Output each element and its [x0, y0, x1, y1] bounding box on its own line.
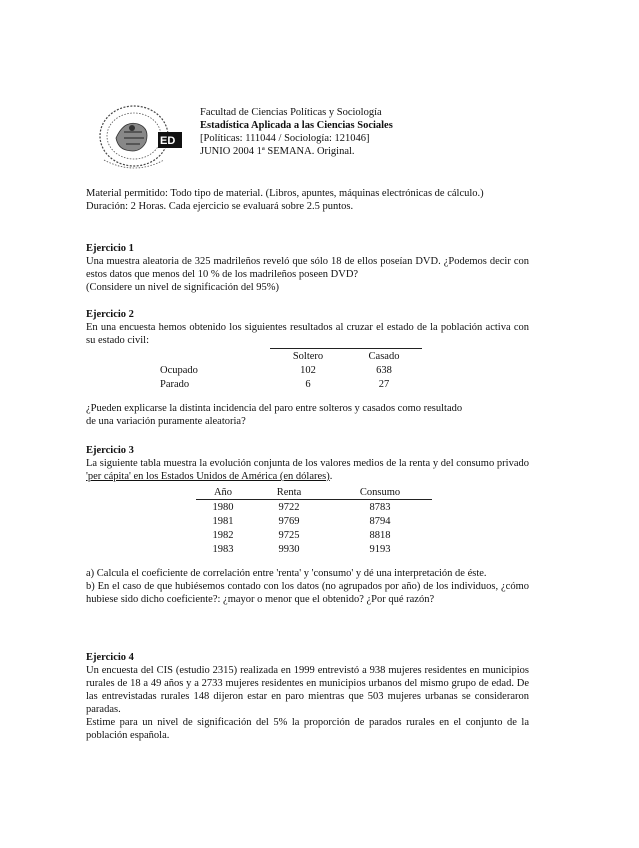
table-cell: 1981: [212, 515, 234, 527]
table-row: [160, 377, 422, 391]
row-label: Parado: [160, 378, 190, 390]
exam-header: [200, 106, 530, 158]
allowed-material: Material permitido: Todo tipo de material. (Libros, apuntes, máquinas electrónicas de cálculo.): [86, 188, 484, 199]
exercise-3: [86, 444, 529, 483]
table-cell: 9769: [278, 515, 300, 527]
course-codes: [Políticas: 111044 / Sociología: 121046]: [200, 133, 370, 144]
exam-session: JUNIO 2004 1ª SEMANA. Original.: [200, 146, 355, 157]
table-cell: 9193: [369, 543, 391, 555]
exercise-3-question-a: a) Calcula el coeficiente de correlación entre 'renta' y 'consumo' y dé una interpretación de éste.: [86, 568, 487, 579]
exercise-1-title: Ejercicio 1: [86, 243, 134, 254]
exercise-3-text: [86, 457, 529, 483]
exercise-2-text: En una encuesta hemos obtenido los siguientes resultados al cruzar el estado de la población activa con su estado civil:: [86, 322, 529, 346]
exercise-2-question: [86, 402, 529, 428]
exercise-3-text-underlined: 'per cápita' en los Estados Unidos de América (en dólares): [86, 471, 330, 482]
table-header: Consumo: [328, 485, 432, 500]
table-cell: 102: [300, 364, 316, 376]
duration: Duración: 2 Horas. Cada ejercicio se evaluará sobre 2.5 puntos.: [86, 201, 354, 212]
table-row: [196, 542, 432, 556]
exercise-1-text: Una muestra aleatoria de 325 madrileños reveló que sólo 18 de ellos poseían DVD. ¿Podemos decir con estos datos que menos del 10 % de los madrileños poseen DVD?: [86, 256, 529, 280]
table-header: Soltero: [270, 349, 346, 364]
exercise-3-title: Ejercicio 3: [86, 445, 134, 456]
table-cell: 27: [378, 378, 390, 390]
exercise-2-title: Ejercicio 2: [86, 309, 134, 320]
university-seal: [94, 98, 188, 178]
income-consumption-table: [196, 485, 432, 556]
exercise-3-questions: [86, 567, 529, 606]
exam-instructions: [86, 187, 546, 213]
table-cell: 9725: [278, 529, 300, 541]
table-row: [196, 528, 432, 542]
table-cell: 8818: [369, 529, 391, 541]
row-label: Ocupado: [160, 364, 198, 376]
faculty-name: Facultad de Ciencias Políticas y Sociología: [200, 107, 382, 118]
svg-text:ED: ED: [160, 135, 176, 147]
exercise-4-title: Ejercicio 4: [86, 652, 134, 663]
table-header: Año: [196, 485, 250, 500]
table-corner: [160, 349, 270, 364]
table-cell: 1983: [212, 543, 234, 555]
table-cell: 9722: [278, 501, 300, 513]
exercise-4-text: Un encuesta del CIS (estudio 2315) realizada en 1999 entrevistó a 938 mujeres residentes en municipios rurales de 18 a 49 años y a 2733 mujeres residentes en municipios urbanos del mismo grupo de edad. De las entrevistadas rurales 148 dijeron estar en paro mientras que 503 mujeres urbanas se consideraron paradas.: [86, 665, 529, 715]
exercise-2: [86, 308, 529, 347]
exercise-4-text2: Estime para un nivel de significación del 5% la proporción de parados rurales en el conjunto de la población española.: [86, 717, 529, 741]
exercise-1-note: (Considere un nivel de significación del 95%): [86, 282, 280, 293]
table-cell: 8783: [369, 501, 391, 513]
table-cell: 6: [305, 378, 311, 390]
table-cell: 9930: [278, 543, 300, 555]
table-header: Casado: [346, 349, 422, 364]
table-row: [196, 500, 432, 515]
exercise-3-text-c: .: [329, 471, 333, 482]
exercise-2-question-line2: de una variación puramente aleatoria?: [86, 416, 246, 427]
table-row: [196, 514, 432, 528]
exercise-2-question-line1: ¿Pueden explicarse la distinta incidencia del paro entre solteros y casados como resultado: [86, 403, 463, 414]
table-row: [160, 363, 422, 377]
exercise-1: [86, 242, 529, 294]
table-cell: 638: [376, 364, 392, 376]
table-cell: 1982: [212, 529, 234, 541]
table-cell: 1980: [212, 501, 234, 513]
table-header: Renta: [250, 485, 328, 500]
table-cell: 8794: [369, 515, 391, 527]
course-name: Estadística Aplicada a las Ciencias Sociales: [200, 120, 393, 131]
exercise-3-question-b: b) En el caso de que hubiésemos contado con los datos (no agrupados por año) de los individuos, ¿cómo hubiese sido dicho coeficiente?: ¿mayor o menor que el obtenido? ¿Por qué razón?: [86, 581, 529, 605]
exercise-4: [86, 651, 529, 742]
civil-status-table: [160, 348, 422, 391]
exercise-3-text-a: La siguiente tabla muestra la evolución conjunta de los valores medios de la renta y del consumo privado: [86, 458, 529, 469]
